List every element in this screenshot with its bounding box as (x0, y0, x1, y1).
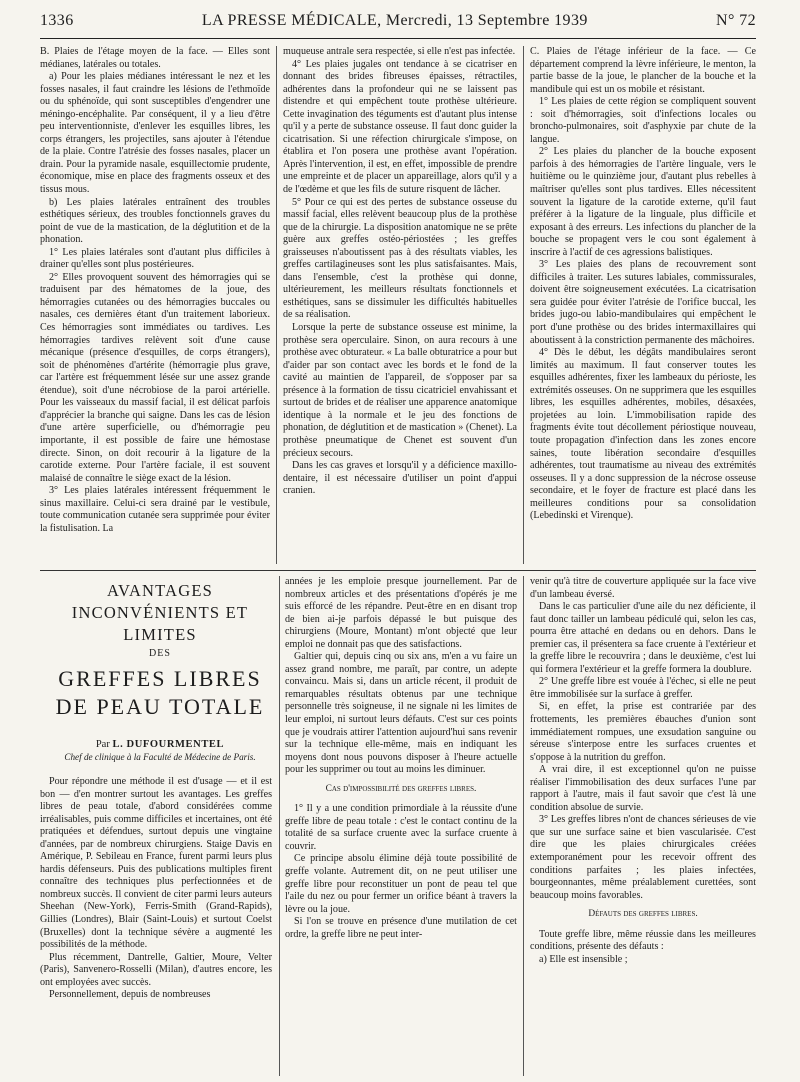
bottom-left-column (40, 776, 272, 1076)
column-divider (276, 46, 277, 564)
paragraph: Toute greffe libre, même réussie dans les meilleures conditions, présente des défauts : (530, 928, 756, 953)
title-line-3: DES (149, 648, 171, 659)
column-divider (523, 46, 524, 564)
column-divider (279, 576, 280, 1076)
paragraph: 3° Les greffes libres n'ont de chances sérieuses de vie que sur une surface saine et bien vascularisée. C'est dire que les plaies chirurgicales créées extemporanément pour les recevoir offrent des conditions parfaites ; les plaies infectées, bourgeonnantes, même préalablement curettées, sont beaucoup moins favorables. (530, 814, 756, 901)
author-affiliation: Chef de clinique à la Faculté de Médecine de Paris. (64, 752, 256, 762)
paragraph: C. Plaies de l'étage inférieur de la face. — Ce département comprend la lèvre inférieure, le menton, la partie basse de la joue, le plancher de la bouche et la mandibule qui est un os mobile et résistant. (530, 46, 756, 95)
bottom-right-column (530, 576, 756, 1076)
paragraph: 1° Il y a une condition primordiale à la réussite d'une greffe libre de peau totale : c'est le contact continu de la totalité de sa surface cruente avec la surface cruente à couvrir. (285, 803, 517, 852)
paragraph: Dans le cas particulier d'une aile du nez déficiente, il faut donc tailler un lambeau pédiculé qui, selon les cas, pourra être attaché en dedans ou en dehors. Dans le premier cas, il présentera sa face cruente à l'extérieur et la greffe libre le recouvrira ; dans le deuxième, c'est lui qui formera l'extérieur et la greffe formera la doublure. (530, 601, 756, 675)
author-line (40, 739, 280, 750)
paragraph: Galtier qui, depuis cinq ou six ans, m'en a vu faire un assez grand nombre, me paraît, par contre, un adepte convaincu. Mais si, dans un article récent, il produit de remarquables résultats obtenus par une technique personnelle très soigneuse, il ne signale ni les limites de leur emploi, ni surtout leurs défauts. C'est sur ces points que je voudrais attirer l'attention aujourd'hui sans revenir sur la technique elle-même, mais en indiquant les moyens dont nous pouvons disposer à l'heure actuelle pour les supprimer ou tout au moins les diminuer. (285, 651, 517, 776)
article-title-block (40, 580, 280, 762)
paragraph: a) Elle est insensible ; (539, 953, 628, 965)
paragraph: 5° Pour ce qui est des pertes de substance osseuse du massif facial, elles relèvent beaucoup plus de la prothèse que de la chirurgie. La disposition anatomique ne se prête guère aux greffes ostéo-périostées ; les greffes graisseuses n'aboutissent pas à des résultats viables, les greffes cartilagineuses sont les plus satisfaisantes. Mais, dans l'ensemble, c'est la prothèse qui donne, ultérieurement, les meilleurs résultats fonctionnels et esthétiques, sans se dissimuler les difficultés habituelles de sa réalisation. (283, 196, 517, 321)
paragraph: années je les emploie presque journellement. Par de nombreux articles et des présentations d'opérés je me suis efforcé de les répandre. Peut-être en en disant trop de bien ai-je parfois dépassé le but puisque des chirurgiens (Moure, Montant) m'ont objecté que leur emploi ne donnait pas que des satisfactions. (285, 576, 517, 650)
paragraph: a) Pour les plaies médianes intéressant le nez et les fosses nasales, il faut craindre les lésions de l'ethmoïde ou du sphénoïde, qui sont susceptibles d'engendrer une méningo-encéphalite. Par conséquent, il y a lieu d'être peu interventionniste, d'enlever les esquilles libres, les corps étrangers, les projectiles, sans ajouter à l'étendue de la plaie. Contre l'atrésie des fosses nasales, placer un drain. Pour la pyramide nasale, esquillectomie prudente, économique, mise en place des fragments osseux et des tissus mous. (40, 71, 270, 196)
paragraph: 4° Les plaies jugales ont tendance à se cicatriser en donnant des brides fibreuses épaisses, rétractiles, adhérentes dans la profondeur qui ne se laissent pas distendre et qui empêchent toute prothèse ultérieure. Cette invagination des téguments est d'autant plus intense qu'il y a perte de substance osseuse. Il faut donc guider la cicatrisation. Si une réfection chirurgicale s'impose, on établira et l'on posera une prothèse avant l'opération. Après l'intervention, il est, en effet, impossible de prendre une empreinte et de placer un appareillage, alors qu'il y a de l'œdème et que les fils de suture risquent de lâcher. (283, 58, 517, 196)
paragraph: b) Les plaies latérales entraînent des troubles esthétiques sérieux, des troubles fonctionnels graves du point de vue de la mastication, de la déglutition et de la phonation. (40, 196, 270, 246)
top-left-column (40, 46, 270, 566)
top-right-column (530, 46, 756, 566)
paragraph: Personnellement, depuis de nombreuses (49, 989, 211, 1001)
paragraph: Ce principe absolu élimine déjà toute possibilité de greffe volante. Autrement dit, on ne peut utiliser une greffe libre pour reconstituer un pont de peau tel que l'aile du nez ou pour fermer un orifice béant à travers la lèvre ou la joue. (285, 853, 517, 915)
paragraph: 3° Les plaies des plans de recouvrement sont difficiles à traiter. Les sutures labiales, commissurales, doivent être soigneusement exécutées. La cicatrisation sera guidée pour éviter l'atrésie de l'orifice buccal, les brides jugo-ou labio-mandibulaires qui empêchent le port d'une prothèse ou des brides intermaxillaires qui aboutissent à la constriction permanente des mâchoires. (530, 259, 756, 346)
paragraph: 3° Les plaies latérales intéressent fréquemment le sinus maxillaire. Celui-ci sera drainé par le vestibule, toute communication cutanée sera supprimée pour éviter la fistulisation. La (40, 485, 270, 534)
column-divider (523, 576, 524, 1076)
paragraph: 1° Les plaies latérales sont d'autant plus difficiles à drainer qu'elles sont plus postérieures. (40, 246, 270, 271)
title-line-4: GREFFES LIBRES (58, 666, 262, 691)
paragraph: Défauts des greffes libres. (588, 909, 698, 920)
paragraph: 2° Elles provoquent souvent des hémorragies qui se traduisent par des hématomes de la joue, des hémorragies cutanées ou des hémorragies buccales ou nasales, ces dernières étant d'un traitement laborieux. Ces hémorragies sont immédiates ou tardives. Les hémorragies tardives relèvent soit d'une cause mécanique (présence d'esquilles, de corps étrangers), soit de phénomènes d'artérite (hémorragie plus grave, car l'artère est fréquemment lésée sur une assez grande étendue), soit d'une nécrobiose de la paroi artérielle. Pour les vaisseaux du massif facial, il est délicat parfois d'apprécier la branche qui saigne. Dans les cas de lésion d'une artère superficielle, ou d'hémorragie peu importante, il est possible de faire une hémostase directe. Sinon, on doit recourir à la ligature de la carotide externe. Pour l'artère faciale, il est souvent malaisé de connaître le siège exact de la lésion. (40, 271, 270, 484)
paragraph: 2° Les plaies du plancher de la bouche exposent parfois à des hémorragies de l'artère linguale, vers le huitième ou le quinzième jour, d'autant plus rebelles à maîtriser qu'elles sont plus tardives. Elles nécessitent souvent la ligature de la carotide externe, qu'il faut préférer à la ligature de la linguale, plus difficile et exposant à des erreurs. Les infections du plancher de la bouche se propagent vers le cou sont également à inscrire à l'actif de ces agressions balistiques. (530, 146, 756, 258)
header-rule (40, 38, 756, 39)
page-header (40, 12, 756, 38)
paragraph: Si, en effet, la prise est contrariée par des frottements, les premières ébauches d'union sont immédiatement rompues, une exsudation sanguine ou séreuse s'interpose entre les surfaces cruentes et s'oppose à la nutrition du greffon. (530, 701, 756, 763)
author-prefix: Par (95, 739, 110, 750)
title-line-5: DE PEAU TOTALE (55, 694, 265, 719)
paragraph: Pour répondre une méthode il est d'usage — et il est bon — d'en montrer surtout les avantages. Les greffes libres de peau totale, d'abord considérées comme irréalisables, puis comme difficiles et incertaines, ont été pratiquées et défendues, surtout depuis une vingtaine d'années, par de nombreux chirurgiens. Staige Davis en Amérique, P. Sebileau en France, furent parmi leurs plus hardis défenseurs. Puis des publications multiples firent connaître des techniques plus perfectionnées et de nombreux succès. Il convient de citer parmi leurs auteurs Sheehan (New-York), Ferris-Smith (Grand-Rapids), Gillies (Londres), Blair (Saint-Louis) et surtout Coelst (Bruxelles) dont la technique sévère a augmenté les possibilités de la méthode. (40, 776, 272, 951)
paragraph: muqueuse antrale sera respectée, si elle n'est pas infectée. (283, 46, 516, 57)
journal-title-date: LA PRESSE MÉDICALE, Mercredi, 13 Septembre 1939 (201, 12, 588, 29)
paragraph: Dans les cas graves et lorsqu'il y a déficience maxillo-dentaire, il est nécessaire d'utiliser un point d'appui cranien. (283, 460, 517, 497)
paragraph: 4° Dès le début, les dégâts mandibulaires seront limités au maximum. Il faut conserver toutes les esquilles adhérentes, fixer les lambeaux du périoste, les extrémités osseuses. On ne supprimera que les esquilles libres, les esquilles adhérentes, mobiles, désaxées, projetées au loin. L'immobilisation rapide des fragments évite tout décollement périostique nouveau, toute propagation d'infection dans les zones encore saines, toute libération secondaire d'esquilles adhérentes, tout traumatisme au niveau des extrémités osseuses. Il y a donc suppression de la nécrose osseuse secondaire, et le foyer de fracture est placé dans les meilleures conditions pour sa consolidation (Lebedinski et Virenque). (530, 347, 756, 522)
issue-number: N° 72 (716, 12, 756, 29)
paragraph: 1° Les plaies de cette région se compliquent souvent : soit d'hémorragies, soit d'infections locales ou broncho-pulmonaires, soit d'asphyxie par chute de la langue. (530, 96, 756, 145)
top-middle-column (283, 46, 517, 566)
author-name: L. DUFOURMENTEL (112, 739, 225, 750)
paragraph: B. Plaies de l'étage moyen de la face. — Elles sont médianes, latérales ou totales. (40, 46, 270, 70)
paragraph: Si l'on se trouve en présence d'une mutilation de cet ordre, la greffe libre ne peut inter- (285, 916, 517, 940)
section-rule (40, 570, 756, 571)
title-line-1: AVANTAGES (106, 581, 214, 600)
bottom-middle-column (285, 576, 517, 1076)
paragraph: venir qu'à titre de couverture appliquée sur la face vive d'un lambeau éversé. (530, 576, 756, 600)
title-line-2: INCONVÉNIENTS ET LIMITES (71, 603, 249, 644)
paragraph: Plus récemment, Dantrelle, Galtier, Moure, Velter (Paris), Sanvenero-Rosselli (Milan), d'autres encore, les ont employées avec succès. (40, 951, 272, 988)
paragraph: Lorsque la perte de substance osseuse est minime, la prothèse sera operculaire. Sinon, on aura recours à une prothèse avec obturateur. « La balle obturatrice a pour but d'aider par son contact avec les bords et le fond de la cavité au maintien de l'appareil, de s'opposer par sa présence à la formation de tissu cicatriciel envahissant et surtout de brides et de réaliser une apparence anatomique identique à la normale et le jeu des fonctions de phonation, de déglutition et de mastication » (Chenet). La prothèse pneumatique de Chenet est souvent d'un précieux secours. (283, 322, 517, 459)
paragraph: 2° Une greffe libre est vouée à l'échec, si elle ne peut être immobilisée sur la surface à greffer. (530, 676, 756, 700)
paragraph: Cas d'impossibilité des greffes libres. (325, 783, 477, 794)
page-number: 1336 (40, 12, 74, 29)
paragraph: A vrai dire, il est exceptionnel qu'on ne puisse réaliser l'immobilisation des deux surfaces l'une par rapport à l'autre, mais il faut savoir que c'est là une condition absolue de survie. (530, 764, 756, 813)
